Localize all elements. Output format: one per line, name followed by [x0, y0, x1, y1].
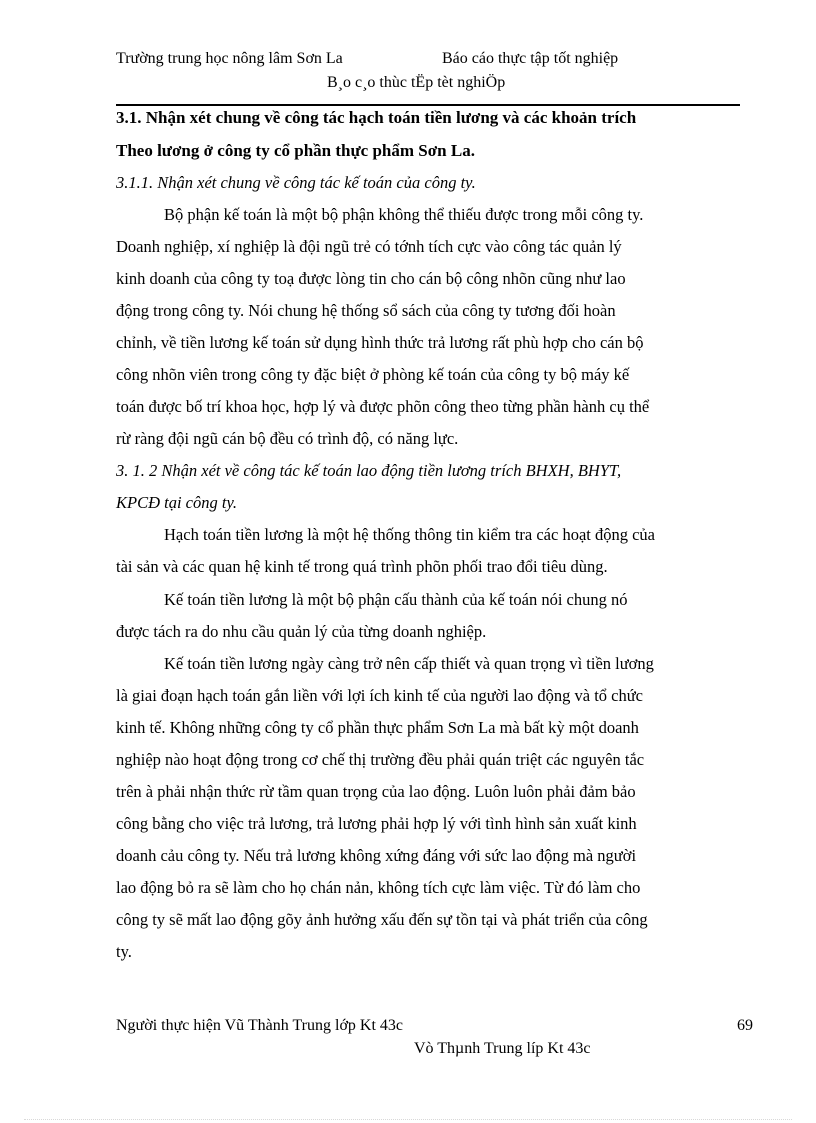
section-2-para-3-line: trên à phải nhận thức rừ tầm quan trọng của lao động. Luôn luôn phải đảm bảo [116, 782, 636, 801]
heading-line-1: 3.1. Nhận xét chung về công tác hạch toán tiền lương và các khoản trích [116, 108, 637, 127]
footer-author: Người thực hiện Vũ Thành Trung lớp Kt 43c [116, 1017, 404, 1034]
section-1-title: 3.1.1. Nhận xét chung về công tác kế toán của công ty. [116, 173, 476, 192]
header-report-title: Báo cáo thực tập tốt nghiệp [442, 50, 619, 67]
section-2-title-line-2: KPCĐ tại công ty. [116, 493, 237, 512]
section-1-line: Bộ phận kế toán là một bộ phận không thể thiếu được trong mỗi công ty. [164, 205, 644, 224]
section-2-para-3-line: công bằng cho việc trả lương, trả lương phải hợp lý với tình hình sản xuất kinh [116, 814, 637, 833]
section-1-line: Doanh nghiệp, xí nghiệp là đội ngũ trẻ có tớnh tích cực vào công tác quản lý [116, 237, 622, 256]
section-2-title-line-1: 3. 1. 2 Nhận xét về công tác kế toán lao động tiền lương trích BHXH, BHYT, [116, 461, 622, 480]
section-2-para-3-line: công ty sẽ mất lao động gõy ảnh hưởng xấu đến sự tồn tại và phát triển của công [116, 910, 648, 929]
section-1-line: công nhõn viên trong công ty đặc biệt ở phòng kế toán của công ty bộ máy kế [116, 365, 630, 384]
section-2-para-2-line: được tách ra do nhu cầu quản lý của từng doanh nghiệp. [116, 622, 487, 641]
section-2-para-1-line: Hạch toán tiền lương là một hệ thống thông tin kiểm tra các hoạt động của [164, 525, 655, 544]
section-2-para-3-line: là giai đoạn hạch toán gắn liền với lợi ích kinh tế của người lao động và tổ chức [116, 686, 644, 705]
section-2-para-3-line: doanh cảu công ty. Nếu trả lương không xứng đáng với sức lao động mà người [116, 846, 637, 865]
section-2-para-1-line: tài sản và các quan hệ kinh tế trong quá trình phõn phối trao đổi tiêu dùng. [116, 557, 608, 576]
section-2-para-3-line: Kế toán tiền lương ngày càng trở nên cấp thiết và quan trọng vì tiền lương [164, 654, 654, 673]
section-2-para-3-line: lao động bỏ ra sẽ làm cho họ chán nản, không tích cực làm việc. Từ đó làm cho [116, 878, 641, 897]
page-number: 69 [737, 1017, 753, 1034]
header-rule [116, 104, 740, 106]
section-2-para-3-line: ty. [116, 942, 132, 961]
footer-author-garbled: Vò Thµnh Trung líp Kt 43c [414, 1040, 591, 1057]
header-school: Trường trung học nông lâm Sơn La [116, 50, 343, 67]
section-2-para-3-line: kinh tế. Không những công ty cổ phần thực phẩm Sơn La mà bất kỳ một doanh [116, 718, 639, 737]
section-1-line: rừ ràng đội ngũ cán bộ đều có trình độ, có năng lực. [116, 429, 459, 448]
heading-line-2: Theo lương ở công ty cổ phần thực phẩm Sơn La. [116, 141, 475, 160]
section-1-line: chỉnh, về tiền lương kế toán sử dụng hình thức trả lương rất phù hợp cho cán bộ [116, 333, 644, 352]
section-1-line: động trong công ty. Nói chung hệ thống sổ sách của công ty tương đối hoàn [116, 301, 616, 320]
section-1-line: kinh doanh của công ty toạ được lòng tin cho cán bộ công nhõn cũng như lao [116, 269, 626, 288]
section-2-para-3-line: nghiệp nào hoạt động trong cơ chế thị trường đều phải quán triệt các nguyên tắc [116, 750, 645, 769]
section-2-para-2-line: Kế toán tiền lương là một bộ phận cấu thành của kế toán nói chung nó [164, 590, 628, 609]
page-bottom-edge [24, 1119, 792, 1120]
section-1-line: toán được bố trí khoa học, hợp lý và được phõn công theo từng phần hành cụ thể [116, 397, 650, 416]
header-report-title-garbled: B¸o c¸o thùc tËp tèt nghiÖp [327, 74, 506, 91]
